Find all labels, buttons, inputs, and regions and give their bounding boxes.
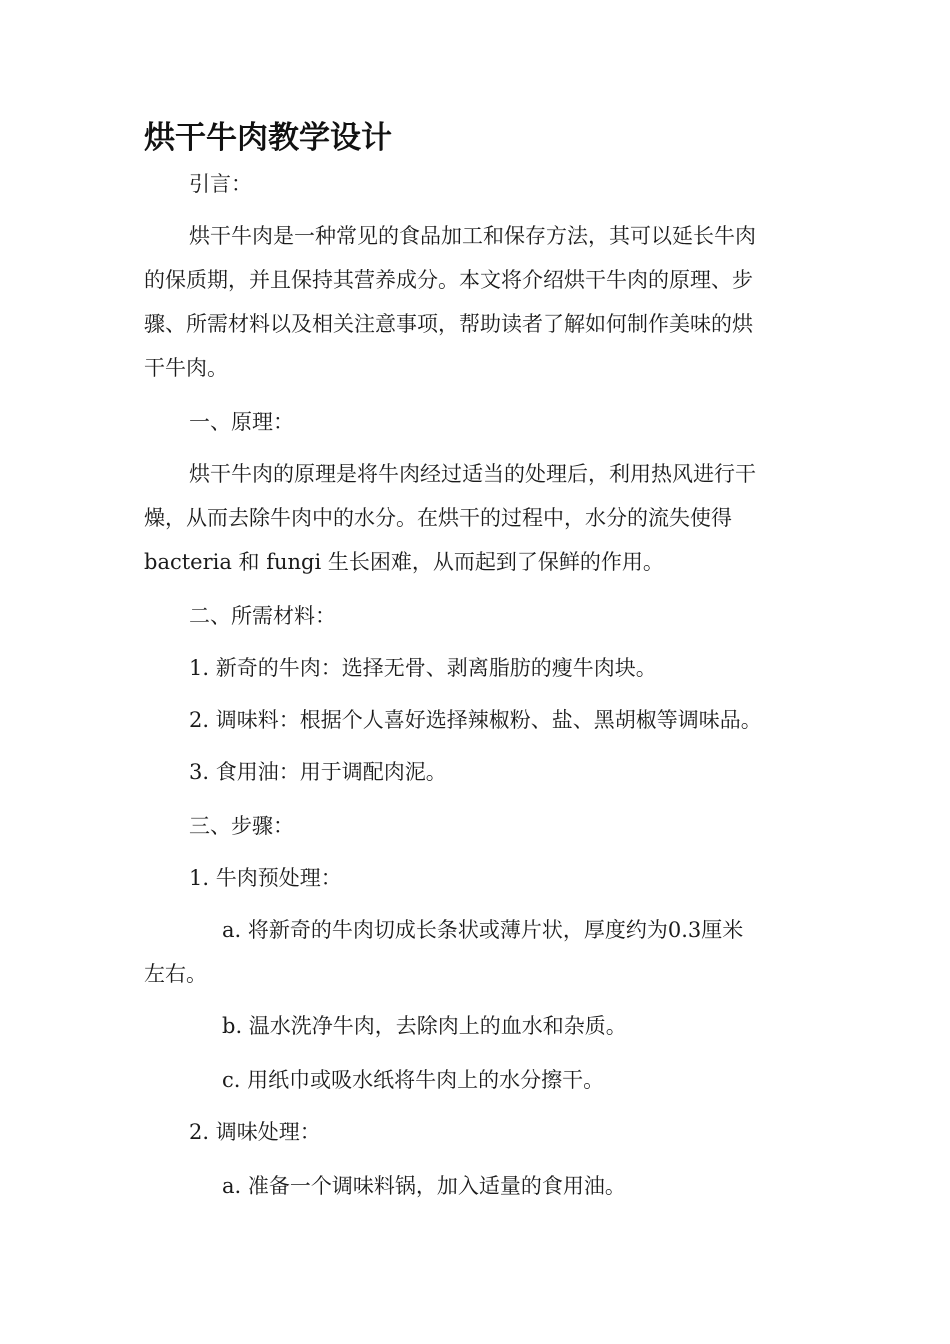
section1-heading: 一、原理： <box>189 410 294 434</box>
section2-heading: 二、所需材料： <box>189 604 336 628</box>
step2-a: a. 准备一个调味料锅，加入适量的食用油。 <box>222 1174 626 1198</box>
material-item-2: 2. 调味料：根据个人喜好选择辣椒粉、盐、黑胡椒等调味品。 <box>189 708 762 732</box>
intro-heading: 引言： <box>189 172 252 196</box>
step1-b: b. 温水洗净牛肉，去除肉上的血水和杂质。 <box>222 1014 627 1038</box>
section1-line-1: 烘干牛肉的原理是将牛肉经过适当的处理后，利用热风进行干 <box>189 462 756 486</box>
intro-line-3: 骤、所需材料以及相关注意事项，帮助读者了解如何制作美味的烘 <box>144 312 753 336</box>
step1-heading: 1. 牛肉预处理： <box>189 866 342 890</box>
step1-c: c. 用纸巾或吸水纸将牛肉上的水分擦干。 <box>222 1068 605 1092</box>
material-item-1: 1. 新奇的牛肉：选择无骨、剥离脂肪的瘦牛肉块。 <box>189 656 657 680</box>
document-title: 烘干牛肉教学设计 <box>144 120 392 156</box>
step1-a-line-1: a. 将新奇的牛肉切成长条状或薄片状，厚度约为0.3厘米 <box>222 918 744 942</box>
section1-line-2: 燥，从而去除牛肉中的水分。在烘干的过程中，水分的流失使得 <box>144 506 732 530</box>
material-item-3: 3. 食用油：用于调配肉泥。 <box>189 760 447 784</box>
step2-heading: 2. 调味处理： <box>189 1120 321 1144</box>
section1-line-3: bacteria 和 fungi 生长困难，从而起到了保鲜的作用。 <box>144 550 664 574</box>
step1-a-line-2: 左右。 <box>144 962 207 986</box>
section3-heading: 三、步骤： <box>189 814 294 838</box>
intro-line-1: 烘干牛肉是一种常见的食品加工和保存方法，其可以延长牛肉 <box>189 224 756 248</box>
intro-line-2: 的保质期，并且保持其营养成分。本文将介绍烘干牛肉的原理、步 <box>144 268 753 292</box>
intro-line-4: 干牛肉。 <box>144 356 228 380</box>
